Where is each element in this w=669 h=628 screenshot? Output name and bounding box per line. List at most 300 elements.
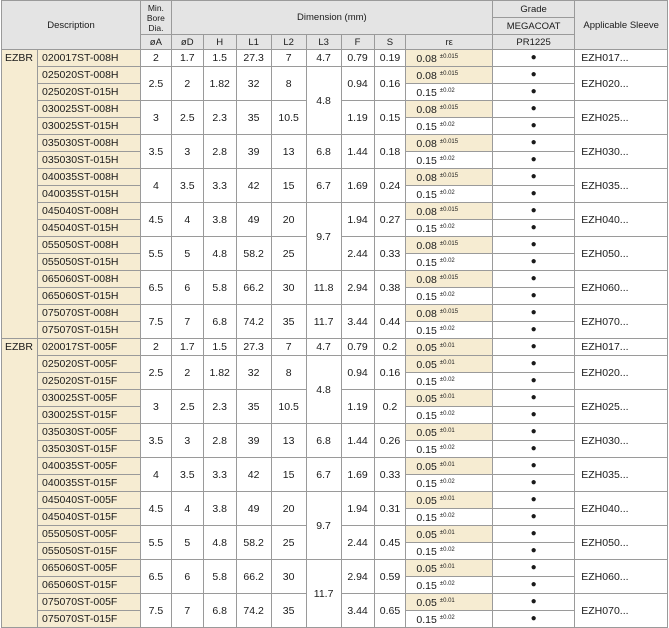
availability-dot-icon: ● bbox=[492, 526, 574, 543]
table-row bbox=[2, 492, 668, 509]
applicable-sleeve: EZH040... bbox=[575, 492, 668, 526]
dim-a: 3.5 bbox=[140, 135, 171, 169]
availability-dot-icon: ● bbox=[492, 288, 574, 305]
radius-value: 0.05 bbox=[416, 529, 437, 541]
dim-l3: 4.7 bbox=[306, 339, 341, 356]
dim-l2: 10.5 bbox=[271, 390, 306, 424]
dim-d: 3.5 bbox=[171, 458, 203, 492]
dim-l1: 58.2 bbox=[236, 526, 271, 560]
dim-h: 2.3 bbox=[203, 101, 236, 135]
part-code: 075070ST-008H bbox=[38, 305, 141, 322]
table-row bbox=[2, 560, 668, 577]
radius-value: 0.15 bbox=[416, 410, 437, 422]
part-code: 030025ST-008H bbox=[38, 101, 141, 118]
radius-value: 0.08 bbox=[416, 70, 437, 82]
applicable-sleeve: EZH025... bbox=[575, 390, 668, 424]
dim-l1: 32 bbox=[236, 356, 271, 390]
table-header bbox=[2, 1, 668, 50]
part-code: 040035ST-008H bbox=[38, 169, 141, 186]
availability-dot-icon: ● bbox=[492, 118, 574, 135]
corner-radius bbox=[406, 407, 493, 424]
radius-value: 0.05 bbox=[416, 495, 437, 507]
dim-f: 2.44 bbox=[341, 526, 374, 560]
part-code: 075070ST-015F bbox=[38, 611, 141, 628]
radius-tolerance: ±0.02 bbox=[439, 190, 455, 196]
dim-h: 3.3 bbox=[203, 458, 236, 492]
radius-value: 0.15 bbox=[416, 546, 437, 558]
dim-f: 0.94 bbox=[341, 67, 374, 101]
availability-dot-icon: ● bbox=[492, 509, 574, 526]
dim-f: 0.94 bbox=[341, 356, 374, 390]
table-row bbox=[2, 424, 668, 441]
dim-h: 4.8 bbox=[203, 237, 236, 271]
applicable-sleeve: EZH050... bbox=[575, 237, 668, 271]
dim-l1: 49 bbox=[236, 492, 271, 526]
availability-dot-icon: ● bbox=[492, 458, 574, 475]
dim-l3: 11.7 bbox=[306, 305, 341, 339]
availability-dot-icon: ● bbox=[492, 84, 574, 101]
part-code: 055050ST-015H bbox=[38, 254, 141, 271]
dim-f: 1.94 bbox=[341, 203, 374, 237]
part-code: 065060ST-005F bbox=[38, 560, 141, 577]
corner-radius bbox=[406, 203, 493, 220]
corner-radius bbox=[406, 67, 493, 84]
availability-dot-icon: ● bbox=[492, 237, 574, 254]
dim-l1: 74.2 bbox=[236, 594, 271, 628]
dim-d: 4 bbox=[171, 492, 203, 526]
radius-value: 0.15 bbox=[416, 614, 437, 626]
dim-l3: 9.7 bbox=[306, 203, 341, 271]
table-row bbox=[2, 339, 668, 356]
dim-l3: 4.8 bbox=[306, 67, 341, 135]
dim-d: 1.7 bbox=[171, 339, 203, 356]
dim-l2: 10.5 bbox=[271, 101, 306, 135]
dim-s: 0.18 bbox=[374, 135, 406, 169]
dim-l2: 35 bbox=[271, 594, 306, 628]
dim-a: 3 bbox=[140, 390, 171, 424]
dim-f: 3.44 bbox=[341, 305, 374, 339]
applicable-sleeve: EZH040... bbox=[575, 203, 668, 237]
dim-l1: 27.3 bbox=[236, 339, 271, 356]
applicable-sleeve: EZH070... bbox=[575, 305, 668, 339]
part-code: 030025ST-015H bbox=[38, 118, 141, 135]
radius-tolerance: ±0.02 bbox=[439, 258, 455, 264]
corner-radius bbox=[406, 526, 493, 543]
header-description: Description bbox=[2, 1, 141, 50]
dim-h: 1.5 bbox=[203, 50, 236, 67]
dim-f: 1.69 bbox=[341, 169, 374, 203]
corner-radius bbox=[406, 543, 493, 560]
dim-a: 4 bbox=[140, 458, 171, 492]
dim-h: 3.8 bbox=[203, 203, 236, 237]
radius-value: 0.08 bbox=[416, 240, 437, 252]
dim-s: 0.59 bbox=[374, 560, 406, 594]
dim-s: 0.31 bbox=[374, 492, 406, 526]
dim-l2: 35 bbox=[271, 305, 306, 339]
dim-s: 0.38 bbox=[374, 271, 406, 305]
availability-dot-icon: ● bbox=[492, 50, 574, 67]
part-code: 065060ST-008H bbox=[38, 271, 141, 288]
corner-radius bbox=[406, 84, 493, 101]
part-code: 040035ST-015F bbox=[38, 475, 141, 492]
availability-dot-icon: ● bbox=[492, 203, 574, 220]
dim-f: 0.79 bbox=[341, 50, 374, 67]
applicable-sleeve: EZH035... bbox=[575, 458, 668, 492]
availability-dot-icon: ● bbox=[492, 594, 574, 611]
radius-value: 0.15 bbox=[416, 325, 437, 337]
applicable-sleeve: EZH060... bbox=[575, 271, 668, 305]
part-code: 020017ST-005F bbox=[38, 339, 141, 356]
availability-dot-icon: ● bbox=[492, 305, 574, 322]
radius-tolerance: ±0.015 bbox=[439, 275, 459, 281]
corner-radius bbox=[406, 441, 493, 458]
dim-l1: 32 bbox=[236, 67, 271, 101]
dim-l2: 20 bbox=[271, 203, 306, 237]
header-col-f: F bbox=[341, 35, 374, 50]
radius-tolerance: ±0.02 bbox=[439, 581, 455, 587]
radius-tolerance: ±0.02 bbox=[439, 445, 455, 451]
radius-value: 0.08 bbox=[416, 308, 437, 320]
dim-s: 0.44 bbox=[374, 305, 406, 339]
dim-d: 7 bbox=[171, 594, 203, 628]
part-code: 055050ST-005F bbox=[38, 526, 141, 543]
part-code: 035030ST-008H bbox=[38, 135, 141, 152]
table-body bbox=[2, 50, 668, 628]
dim-h: 2.8 bbox=[203, 135, 236, 169]
dim-l2: 20 bbox=[271, 492, 306, 526]
dim-l1: 49 bbox=[236, 203, 271, 237]
corner-radius bbox=[406, 424, 493, 441]
header-col-re: rε bbox=[406, 35, 493, 50]
corner-radius bbox=[406, 50, 493, 67]
part-code: 035030ST-015F bbox=[38, 441, 141, 458]
dim-f: 1.19 bbox=[341, 390, 374, 424]
header-col-l1: L1 bbox=[236, 35, 271, 50]
dim-d: 5 bbox=[171, 526, 203, 560]
radius-value: 0.08 bbox=[416, 138, 437, 150]
dim-l2: 15 bbox=[271, 458, 306, 492]
applicable-sleeve: EZH017... bbox=[575, 339, 668, 356]
spec-table bbox=[1, 0, 668, 628]
corner-radius bbox=[406, 560, 493, 577]
part-code: 055050ST-015F bbox=[38, 543, 141, 560]
corner-radius bbox=[406, 509, 493, 526]
applicable-sleeve: EZH035... bbox=[575, 169, 668, 203]
radius-tolerance: ±0.015 bbox=[439, 173, 459, 179]
availability-dot-icon: ● bbox=[492, 220, 574, 237]
radius-tolerance: ±0.02 bbox=[439, 326, 455, 332]
availability-dot-icon: ● bbox=[492, 169, 574, 186]
dim-d: 6 bbox=[171, 560, 203, 594]
dim-l3: 9.7 bbox=[306, 492, 341, 560]
dim-l3: 11.8 bbox=[306, 271, 341, 305]
dim-l2: 25 bbox=[271, 237, 306, 271]
part-code: 020017ST-008H bbox=[38, 50, 141, 67]
availability-dot-icon: ● bbox=[492, 254, 574, 271]
radius-value: 0.15 bbox=[416, 478, 437, 490]
corner-radius bbox=[406, 237, 493, 254]
dim-d: 3 bbox=[171, 424, 203, 458]
radius-value: 0.08 bbox=[416, 104, 437, 116]
dim-l1: 39 bbox=[236, 424, 271, 458]
radius-tolerance: ±0.02 bbox=[439, 156, 455, 162]
dim-a: 7.5 bbox=[140, 594, 171, 628]
corner-radius bbox=[406, 356, 493, 373]
table-row bbox=[2, 271, 668, 288]
header-col-s: S bbox=[374, 35, 406, 50]
radius-value: 0.15 bbox=[416, 444, 437, 456]
dim-f: 2.94 bbox=[341, 271, 374, 305]
applicable-sleeve: EZH020... bbox=[575, 67, 668, 101]
corner-radius bbox=[406, 594, 493, 611]
corner-radius bbox=[406, 152, 493, 169]
dim-s: 0.33 bbox=[374, 237, 406, 271]
dim-d: 3.5 bbox=[171, 169, 203, 203]
availability-dot-icon: ● bbox=[492, 492, 574, 509]
table-row bbox=[2, 203, 668, 220]
radius-tolerance: ±0.02 bbox=[439, 88, 455, 94]
radius-tolerance: ±0.02 bbox=[439, 377, 455, 383]
dim-s: 0.19 bbox=[374, 50, 406, 67]
dim-l3: 6.8 bbox=[306, 135, 341, 169]
corner-radius bbox=[406, 271, 493, 288]
dim-l2: 30 bbox=[271, 271, 306, 305]
radius-tolerance: ±0.02 bbox=[439, 292, 455, 298]
header-pr1225: PR1225 bbox=[492, 35, 574, 50]
dim-l3: 4.7 bbox=[306, 50, 341, 67]
header-grade: Grade bbox=[492, 1, 574, 18]
dim-s: 0.2 bbox=[374, 390, 406, 424]
dim-a: 6.5 bbox=[140, 271, 171, 305]
radius-value: 0.15 bbox=[416, 512, 437, 524]
dim-s: 0.16 bbox=[374, 356, 406, 390]
applicable-sleeve: EZH060... bbox=[575, 560, 668, 594]
dim-a: 2 bbox=[140, 50, 171, 67]
radius-value: 0.15 bbox=[416, 291, 437, 303]
dim-a: 5.5 bbox=[140, 526, 171, 560]
table-row bbox=[2, 305, 668, 322]
dim-l3: 6.7 bbox=[306, 458, 341, 492]
dim-a: 2.5 bbox=[140, 67, 171, 101]
dim-l2: 30 bbox=[271, 560, 306, 594]
applicable-sleeve: EZH017... bbox=[575, 50, 668, 67]
radius-tolerance: ±0.01 bbox=[439, 462, 455, 468]
radius-tolerance: ±0.01 bbox=[439, 394, 455, 400]
dim-f: 1.69 bbox=[341, 458, 374, 492]
dim-f: 2.44 bbox=[341, 237, 374, 271]
dim-d: 2.5 bbox=[171, 101, 203, 135]
table-row bbox=[2, 50, 668, 67]
dim-d: 7 bbox=[171, 305, 203, 339]
radius-value: 0.15 bbox=[416, 121, 437, 133]
availability-dot-icon: ● bbox=[492, 611, 574, 628]
dim-l1: 35 bbox=[236, 101, 271, 135]
radius-tolerance: ±0.02 bbox=[439, 513, 455, 519]
dim-d: 3 bbox=[171, 135, 203, 169]
dim-a: 3.5 bbox=[140, 424, 171, 458]
table-row bbox=[2, 169, 668, 186]
availability-dot-icon: ● bbox=[492, 373, 574, 390]
radius-value: 0.15 bbox=[416, 87, 437, 99]
dim-l1: 42 bbox=[236, 169, 271, 203]
radius-tolerance: ±0.01 bbox=[439, 564, 455, 570]
radius-tolerance: ±0.02 bbox=[439, 615, 455, 621]
availability-dot-icon: ● bbox=[492, 356, 574, 373]
dim-a: 7.5 bbox=[140, 305, 171, 339]
dim-f: 1.19 bbox=[341, 101, 374, 135]
part-code: 055050ST-008H bbox=[38, 237, 141, 254]
part-code: 025020ST-015H bbox=[38, 84, 141, 101]
dim-s: 0.16 bbox=[374, 67, 406, 101]
header-dimension: Dimension (mm) bbox=[171, 1, 492, 35]
header-megacoat: MEGACOAT bbox=[492, 18, 574, 35]
dim-f: 0.79 bbox=[341, 339, 374, 356]
dim-f: 1.94 bbox=[341, 492, 374, 526]
dim-a: 3 bbox=[140, 101, 171, 135]
radius-tolerance: ±0.02 bbox=[439, 411, 455, 417]
availability-dot-icon: ● bbox=[492, 441, 574, 458]
applicable-sleeve: EZH030... bbox=[575, 424, 668, 458]
corner-radius bbox=[406, 339, 493, 356]
dim-a: 4.5 bbox=[140, 203, 171, 237]
part-code: 045040ST-005F bbox=[38, 492, 141, 509]
corner-radius bbox=[406, 458, 493, 475]
dim-d: 4 bbox=[171, 203, 203, 237]
table-row bbox=[2, 67, 668, 84]
applicable-sleeve: EZH020... bbox=[575, 356, 668, 390]
availability-dot-icon: ● bbox=[492, 560, 574, 577]
dim-l3: 6.7 bbox=[306, 169, 341, 203]
part-code: 030025ST-005F bbox=[38, 390, 141, 407]
dim-l1: 66.2 bbox=[236, 271, 271, 305]
part-code: 040035ST-005F bbox=[38, 458, 141, 475]
part-code: 040035ST-015H bbox=[38, 186, 141, 203]
dim-l2: 13 bbox=[271, 424, 306, 458]
radius-tolerance: ±0.015 bbox=[439, 139, 459, 145]
radius-tolerance: ±0.01 bbox=[439, 360, 455, 366]
applicable-sleeve: EZH025... bbox=[575, 101, 668, 135]
radius-tolerance: ±0.01 bbox=[439, 428, 455, 434]
radius-value: 0.08 bbox=[416, 274, 437, 286]
radius-tolerance: ±0.01 bbox=[439, 598, 455, 604]
dim-d: 1.7 bbox=[171, 50, 203, 67]
dim-s: 0.15 bbox=[374, 101, 406, 135]
part-code: 025020ST-008H bbox=[38, 67, 141, 84]
radius-value: 0.05 bbox=[416, 393, 437, 405]
dim-f: 1.44 bbox=[341, 424, 374, 458]
table-row bbox=[2, 356, 668, 373]
dim-a: 5.5 bbox=[140, 237, 171, 271]
availability-dot-icon: ● bbox=[492, 152, 574, 169]
dim-h: 1.82 bbox=[203, 67, 236, 101]
radius-value: 0.05 bbox=[416, 461, 437, 473]
applicable-sleeve: EZH050... bbox=[575, 526, 668, 560]
radius-value: 0.05 bbox=[416, 427, 437, 439]
part-code: 065060ST-015H bbox=[38, 288, 141, 305]
dim-l1: 66.2 bbox=[236, 560, 271, 594]
part-code: 025020ST-005F bbox=[38, 356, 141, 373]
dim-l2: 15 bbox=[271, 169, 306, 203]
dim-f: 3.44 bbox=[341, 594, 374, 628]
radius-value: 0.05 bbox=[416, 597, 437, 609]
dim-h: 2.8 bbox=[203, 424, 236, 458]
header-col-a: øA bbox=[140, 35, 171, 50]
series-label: EZBR bbox=[2, 50, 38, 339]
radius-tolerance: ±0.015 bbox=[439, 241, 459, 247]
dim-l2: 7 bbox=[271, 50, 306, 67]
applicable-sleeve: EZH070... bbox=[575, 594, 668, 628]
availability-dot-icon: ● bbox=[492, 339, 574, 356]
availability-dot-icon: ● bbox=[492, 135, 574, 152]
radius-tolerance: ±0.015 bbox=[439, 71, 459, 77]
radius-value: 0.15 bbox=[416, 189, 437, 201]
corner-radius bbox=[406, 577, 493, 594]
part-code: 075070ST-015H bbox=[38, 322, 141, 339]
part-code: 045040ST-015H bbox=[38, 220, 141, 237]
dim-h: 1.5 bbox=[203, 339, 236, 356]
corner-radius bbox=[406, 186, 493, 203]
radius-tolerance: ±0.01 bbox=[439, 530, 455, 536]
corner-radius bbox=[406, 611, 493, 628]
radius-tolerance: ±0.015 bbox=[439, 105, 459, 111]
applicable-sleeve: EZH030... bbox=[575, 135, 668, 169]
dim-s: 0.24 bbox=[374, 169, 406, 203]
availability-dot-icon: ● bbox=[492, 322, 574, 339]
availability-dot-icon: ● bbox=[492, 475, 574, 492]
header-col-l2: L2 bbox=[271, 35, 306, 50]
dim-s: 0.2 bbox=[374, 339, 406, 356]
corner-radius bbox=[406, 305, 493, 322]
dim-d: 2 bbox=[171, 356, 203, 390]
dim-l2: 7 bbox=[271, 339, 306, 356]
dim-h: 6.8 bbox=[203, 594, 236, 628]
dim-l3: 6.8 bbox=[306, 424, 341, 458]
dim-h: 5.8 bbox=[203, 560, 236, 594]
dim-h: 6.8 bbox=[203, 305, 236, 339]
radius-tolerance: ±0.01 bbox=[439, 496, 455, 502]
radius-tolerance: ±0.015 bbox=[439, 309, 459, 315]
availability-dot-icon: ● bbox=[492, 543, 574, 560]
corner-radius bbox=[406, 169, 493, 186]
corner-radius bbox=[406, 373, 493, 390]
dim-a: 2 bbox=[140, 339, 171, 356]
dim-l2: 13 bbox=[271, 135, 306, 169]
dim-d: 2.5 bbox=[171, 390, 203, 424]
corner-radius bbox=[406, 322, 493, 339]
dim-a: 4 bbox=[140, 169, 171, 203]
dim-s: 0.27 bbox=[374, 203, 406, 237]
part-code: 075070ST-005F bbox=[38, 594, 141, 611]
header-col-d: øD bbox=[171, 35, 203, 50]
corner-radius bbox=[406, 254, 493, 271]
table-row bbox=[2, 458, 668, 475]
header-applicable-sleeve: Applicable Sleeve bbox=[575, 1, 668, 50]
part-code: 045040ST-015F bbox=[38, 509, 141, 526]
part-code: 035030ST-015H bbox=[38, 152, 141, 169]
dim-a: 2.5 bbox=[140, 356, 171, 390]
dim-h: 3.3 bbox=[203, 169, 236, 203]
dim-l2: 25 bbox=[271, 526, 306, 560]
radius-tolerance: ±0.02 bbox=[439, 547, 455, 553]
part-code: 065060ST-015F bbox=[38, 577, 141, 594]
radius-value: 0.08 bbox=[416, 53, 437, 65]
radius-value: 0.15 bbox=[416, 580, 437, 592]
dim-l3: 11.7 bbox=[306, 560, 341, 628]
dim-l1: 39 bbox=[236, 135, 271, 169]
availability-dot-icon: ● bbox=[492, 67, 574, 84]
dim-a: 4.5 bbox=[140, 492, 171, 526]
radius-value: 0.05 bbox=[416, 342, 437, 354]
